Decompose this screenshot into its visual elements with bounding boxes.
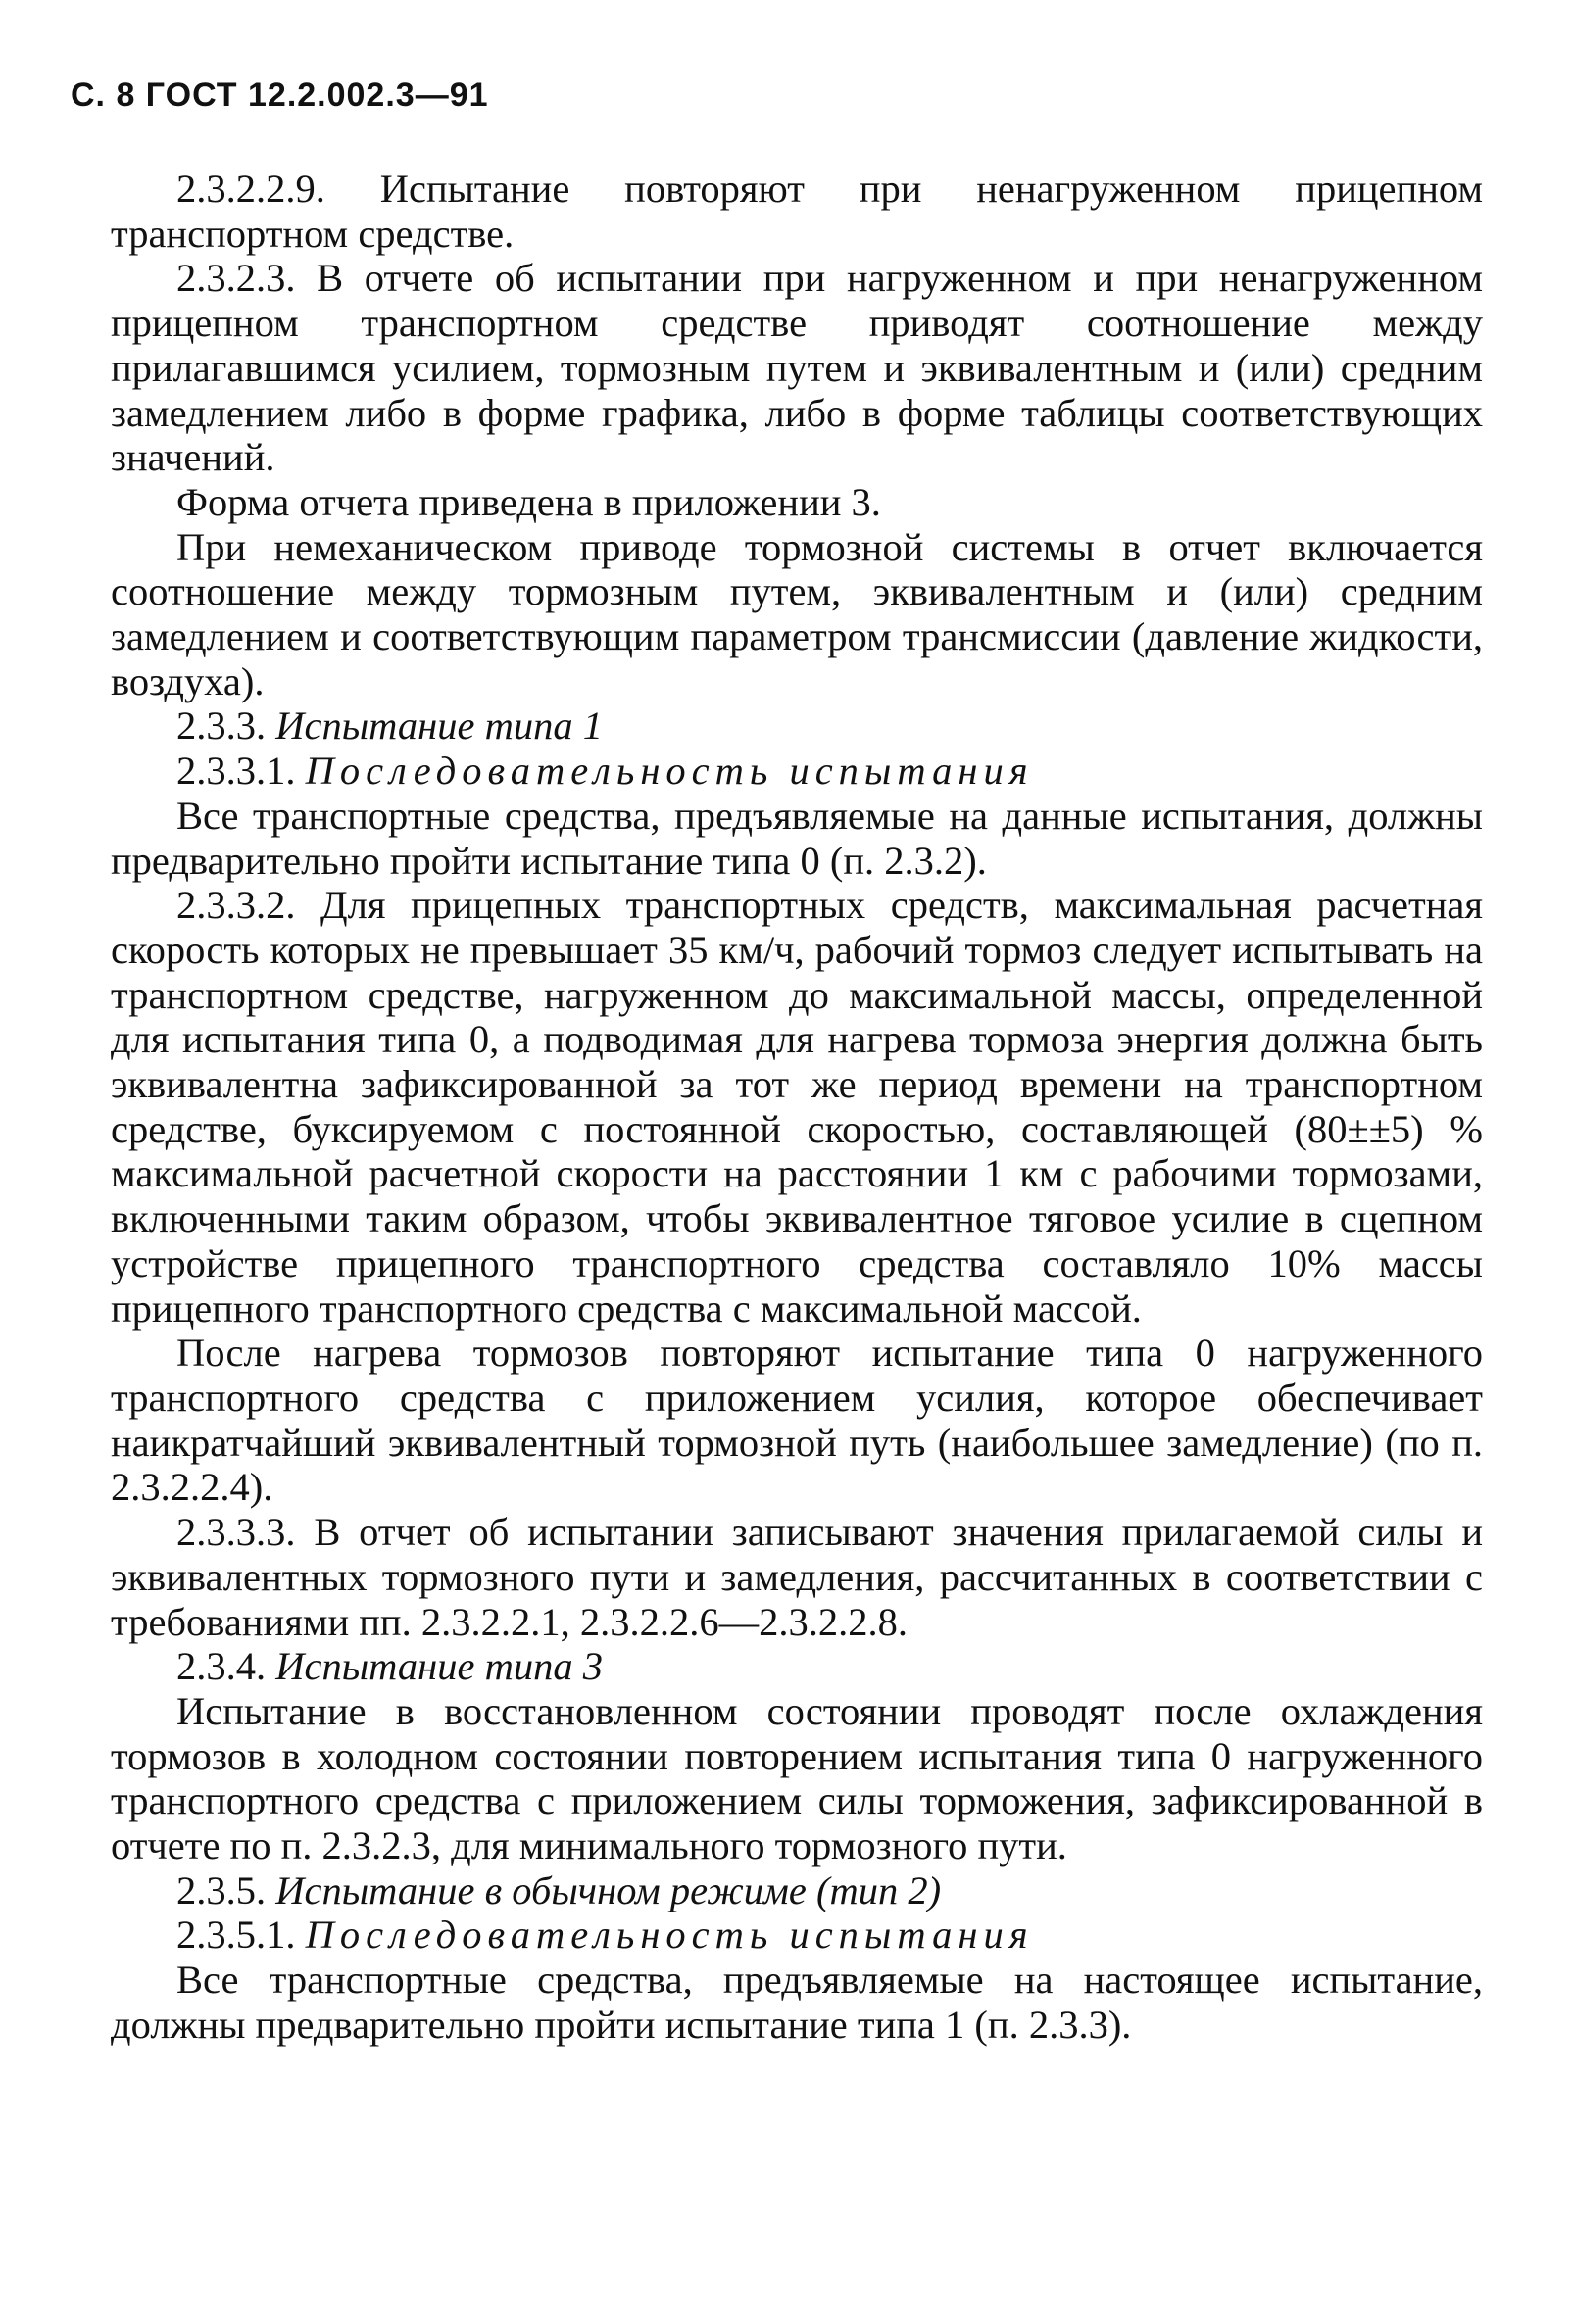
paragraph: 2.3.2.3. В отчете об испытании при нагруженном и при ненагруженном прицепном транспортном средстве приводят соотношение между прилагавшимся усилием, тормозным путем и эквивалентным и (или) средним замедлением либо в форме графика, либо в форме таблицы соответствующих значений. (111, 256, 1483, 480)
section-number: 2.3.3. (176, 703, 267, 749)
paragraph: 2.3.2.2.9. Испытание повторяют при ненагруженном прицепном транспортном средстве. (111, 167, 1483, 256)
section-heading (111, 703, 1483, 749)
section-number: 2.3.3.1. (176, 749, 296, 794)
document-body (111, 167, 1483, 2048)
paragraph: При немеханическом приводе тормозной системы в отчет включается соотношение между тормозным путем, эквивалентным и (или) средним замедлением и соответствующим параметром трансмиссии (давление жидкости, воздуха). (111, 524, 1483, 703)
section-heading (111, 1644, 1483, 1689)
section-heading (111, 1912, 1483, 1958)
section-heading (111, 1868, 1483, 1913)
paragraph: Все транспортные средства, предъявляемые на настоящее испытание, должны предварительно пройти испытание типа 1 (п. 2.3.3). (111, 1958, 1483, 2047)
section-number: 2.3.4. (176, 1644, 267, 1689)
section-number: 2.3.5.1. (176, 1912, 296, 1958)
section-title: Последовательность испытания (305, 749, 1034, 794)
section-heading (111, 749, 1483, 794)
paragraph: 2.3.3.2. Для прицепных транспортных средств, максимальная расчетная скорость которых не превышает 35 км/ч, рабочий тормоз следует испытывать на транспортном средстве, нагруженном до максимальной массы, определенной для испытания типа 0, а подводимая для нагрева тормоза энергия должна быть эквивалентна зафиксированной за тот же период времени на транспортном средстве, буксируемом с постоянной скоростью, составляющей (80±±5) % максимальной расчетной скорости на расстоянии 1 км с рабочими тормозами, включенными таким образом, чтобы эквивалентное тяговое усилие в сцепном устройстве прицепного транспортного средства составляло 10% массы прицепного транспортного средства с максимальной массой. (111, 883, 1483, 1331)
paragraph: Все транспортные средства, предъявляемые на данные испытания, должны предварительно пройти испытание типа 0 (п. 2.3.2). (111, 793, 1483, 883)
paragraph: Испытание в восстановленном состоянии проводят после охлаждения тормозов в холодном состоянии повторением испытания типа 0 нагруженного транспортного средства с приложением силы торможения, зафиксированной в отчете по п. 2.3.2.3, для минимального тормозного пути. (111, 1688, 1483, 1868)
paragraph: Форма отчета приведена в приложении 3. (176, 479, 881, 524)
section-title: Последовательность испытания (305, 1912, 1034, 1958)
section-title: Испытание типа 1 (275, 703, 603, 749)
page-header: С. 8 ГОСТ 12.2.002.3—91 (71, 76, 489, 114)
section-number: 2.3.5. (176, 1867, 267, 1912)
paragraph: После нагрева тормозов повторяют испытание типа 0 нагруженного транспортного средства с приложением усилия, которое обеспечивает наикратчайший эквивалентный тормозной путь (наибольшее замедление) (по п. 2.3.2.2.4). (111, 1331, 1483, 1510)
paragraph: 2.3.3.3. В отчет об испытании записывают значения прилагаемой силы и эквивалентных тормозного пути и замедления, рассчитанных в соответствии с требованиями пп. 2.3.2.2.1, 2.3.2.2.6—2.3.2.2.8. (111, 1510, 1483, 1644)
section-title: Испытание типа 3 (275, 1644, 603, 1689)
section-title: Испытание в обычном режиме (тип 2) (275, 1867, 942, 1912)
